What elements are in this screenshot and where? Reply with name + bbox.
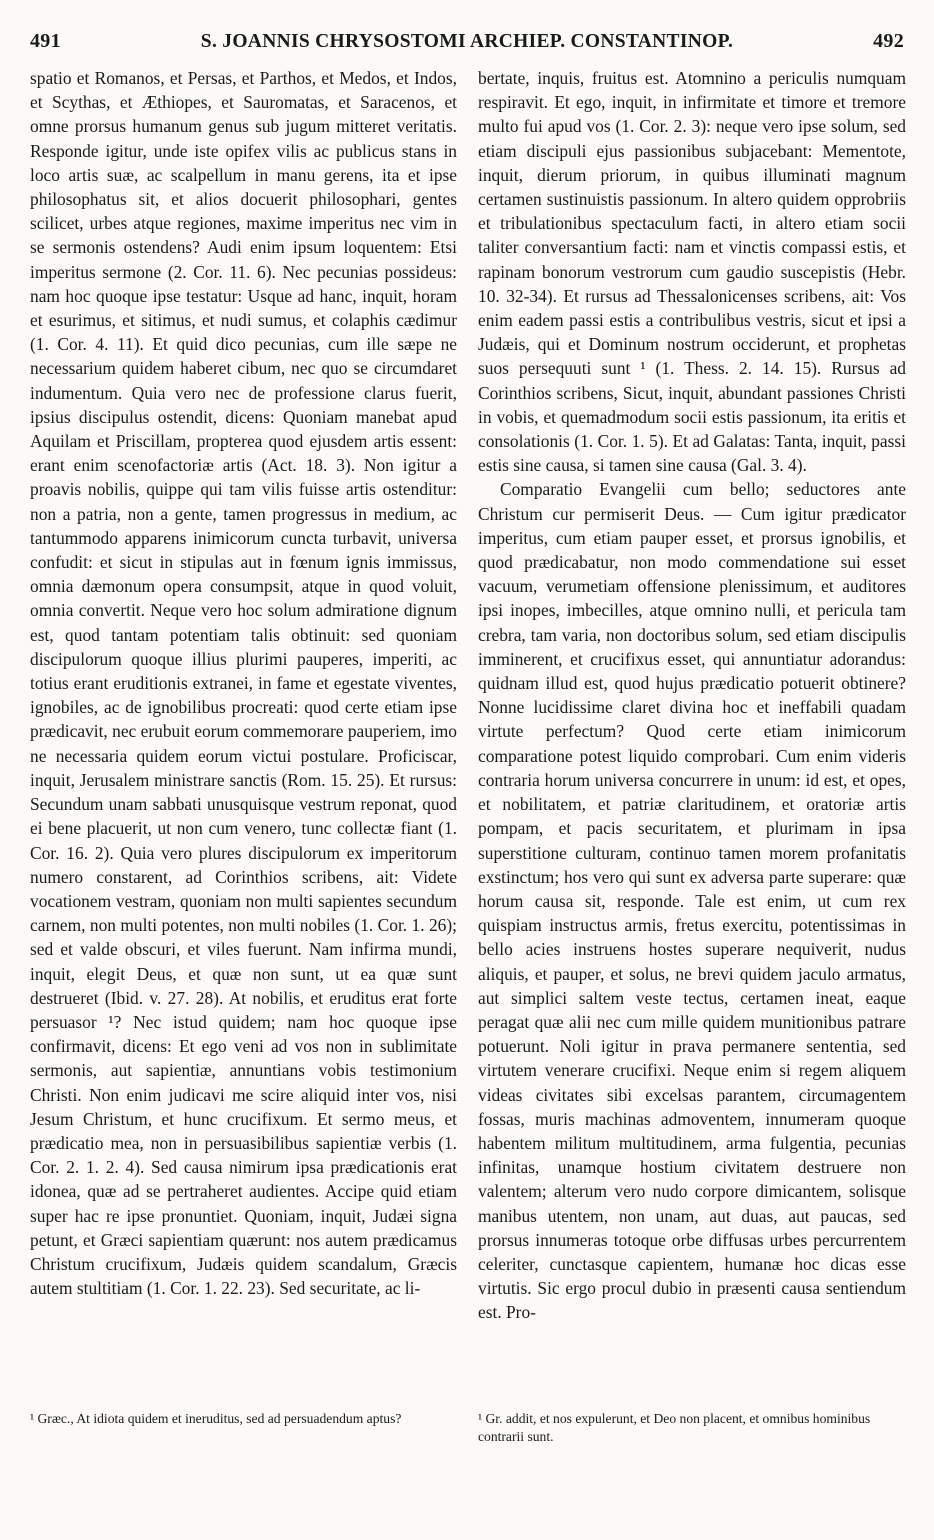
right-column-text-1: bertate, inquis, fruitus est. Atomnino a periculis numquam respiravit. Et ego, inquit, in infirmitate et timore et tremore multo fui apud vos (1. Cor. 2. 3): neque vero ipse solum, sed etiam discipuli ejus passionibus subjacebant: Mementote, inquit, dierum priorum, in quibus illuminati magnum certamen sustinuistis passionum. In altero quidem opprobriis et tribulationibus spectaculum facti, in altero etiam socii taliter conversantium facti: nam et vinctis compassi estis, et rapinam bonorum vestrorum cum gaudio suscepistis (Hebr. 10. 32-34). Et rursus ad Thessalonicenses scribens, ait: Vos enim eadem passi estis a contribulibus vestris, sicut et ipsi a Judæis, qui et Dominum nostrum occiderunt, et prophetas suos persequuti sunt ¹ (1. Thess. 2. 14. 15). Rursus ad Corinthios scribens, Sicut, inquit, abundant passiones Christi in vobis, et quemadmodum socii estis passionum, ita eritis et consolationis (1. Cor. 1. 5). Et ad Galatas: Tanta, inquit, passi estis sine causa, si tamen sine causa (Gal. 3. 4). bbox=[478, 68, 906, 476]
footnote-right: ¹ Gr. addit, et nos expulerunt, et Deo non placent, et omnibus hominibus contrarii sunt. bbox=[478, 1411, 871, 1444]
left-column bbox=[30, 66, 457, 1300]
right-column-text-2: Comparatio Evangelii cum bello; seductores ante Christum cur permiserit Deus. — Cum igitur prædicator imperitus, cum etiam pauper esset, et prorsus ignobilis, et quod prædicabatur, non modo commendatione sui esset vacuum, verumetiam offensione plenissimum, et auditores ipsi inopes, imbecilles, atque omnino nulli, et pericula tam crebra, tam varia, non doctoribus solum, sed etiam discipulis imminerent, et crucifixus esset, qui annuntiatur adorandus: quidnam illud est, quod hujus prædicatio potuerit obtinere? Nonne lucidissime claret divina hoc et ineffabili quadam virtute perfectum? Quod certe etiam inimicorum comparatione potest liquido comprobari. Cum enim videris contraria horum universa concurrere in unum: id est, et opes, et nobilitatem, et patriæ claritudinem, et oratoriæ artis pompam, et pacis securitatem, et plurimam in ipsa superstitione culturam, continuo tamen morem profanitatis exstinctum; hos vero qui sunt ex adversa parte superare: quæ horum causa sit, responde. Tale est enim, ut cum rex quispiam instructus armis, fretus exercitu, potentissimas in bello acies instruens hostes superare nequiverit, nudus aliquis, et pauper, et solus, ne brevi quidem jaculo armatus, aut simplici saltem veste tectus, certamen ineat, eaque peragat quæ alii nec cum mille quidem munitionibus patrare potuerunt. Noli igitur in prava permanere sententia, sed virtutem venerare crucifixi. Neque enim si regem aliquem videas civitates sibi excelsas parantem, circumagentem fossas, muris machinas admoventem, innumeram quoque habentem militum multitudinem, arma fulgentia, pecunias infinitas, unamque hostium civitatem destruere non valentem; alterum vero nudo corpore dimicantem, solisque manibus utentem, non unam, aut duas, aut paucas, sed prorsus innumeras totoque orbe diffusas urbes percurrentem celeriter, cunctasque capientem, humanæ hoc dicas esse virtutis. Sic ergo procul dubio in præsenti causa sentiendum est. Pro- bbox=[478, 479, 906, 1323]
running-title: S. JOANNIS CHRYSOSTOMI ARCHIEP. CONSTANTINOP. bbox=[200, 31, 734, 52]
footnote-left: ¹ Græc., At idiota quidem et ineruditus, sed ad persuadendum aptus? bbox=[30, 1411, 402, 1426]
running-header bbox=[30, 30, 904, 60]
left-column-text: spatio et Romanos, et Persas, et Parthos, et Medos, et Indos, et Scythas, et Æthiopes, et Sauromatas, et Saracenos, et omne prorsus humanum genus sub jugum mitteret veritatis. Responde igitur, unde iste opifex vilis ac publicus stans in loco artis suæ, ac scalpellum in manu gerens, ita et ipse philosophatus sit, et alios docuerit philosophari, gentes scilicet, urbes atque regiones, maxime imperitus nec vim in se sermonis ostendens? Audi enim ipsum loquentem: Etsi imperitus sermone (2. Cor. 11. 6). Nec pecunias possideus: nam hoc quoque ipse testatur: Usque ad hanc, inquit, horam et esurimus, et sitimus, et nudi sumus, et colaphis cædimur (1. Cor. 4. 11). Et quid dico pecunias, cum ille sæpe ne necessarium quidem haberet cibum, nec quo se circumdaret indumentum. Quia vero nec de professione clarus fuerit, ipsius discipulus ostendit, dicens: Quoniam manebat apud Aquilam et Priscillam, propterea quod ejusdem artis essent: erant enim scenofactoriæ artis (Act. 18. 3). Non igitur a proavis nobilis, quippe qui tam vilis fuisse artis ostenditur: non a patria, non a gente, tamen progressus in medium, ac tantummodo apparens inimicorum cuncta turbavit, universa confudit: et sicut in stipulas aut in fœnum ignis immissus, omnia dæmonum opera consumpsit, atque in quod voluit, omnia convertit. Neque vero hoc solum admiratione dignum est, quod tantam potentiam talis obtinuit: sed quoniam discipulorum quoque illius plurimi pauperes, imperiti, ac totius erant eruditionis extranei, in fame et egestate viventes, ignobiles, ac de ignobilibus procreati: quod certe etiam ipse prædicavit, nec erubuit eorum commemorare pauperiem, imo ne necessaria quidem eorum victui postulare. Proficiscar, inquit, Jerusalem ministrare sanctis (Rom. 15. 25). Et rursus: Secundum unam sabbati unusquisque vestrum reponat, quod ei bene placuerit, ut non cum venero, tunc collectæ fiant (1. Cor. 16. 2). Quia vero plures discipulorum ex imperitorum numero constarent, ad Corinthios scribens, ait: Videte vocationem vestram, quoniam non multi sapientes secundum carnem, non multi potentes, non multi nobiles (1. Cor. 1. 26); sed et valde obscuri, et viles fuerunt. Nam infirma mundi, inquit, elegit Deus, et quæ non sunt, ut ea quæ sunt destrueret (Ibid. v. 27. 28). At nobilis, et eruditus erat forte persuasor ¹? Nec istud quidem; nam hoc quoque ipse confirmavit, dicens: Et ego veni ad vos non in sublimitate sermonis, aut sapientiæ, annuntians vobis testimonium Christi. Non enim judicavi me scire aliquid inter vos, nisi Jesum Christum, et hunc crucifixum. Et sermo meus, et prædicatio mea, non in persuasibilibus sapientiæ verbis (1. Cor. 2. 1. 2. 4). Sed causa nimirum ipsa prædicationis erat idonea, quæ ad se pertraheret audientes. Accipe quid etiam super hac re ipse pronuntiet. Quoniam, inquit, Judæi signa petunt, et Græci sapientiam quærunt: nos autem prædicamus Christum crucifixum, Judæis quidem scandalum, Græcis autem stultitiam (1. Cor. 1. 22. 23). Sed securitate, ac li- bbox=[30, 68, 457, 1299]
right-column bbox=[478, 66, 906, 1325]
left-page-number: 491 bbox=[30, 30, 61, 52]
right-page-number: 492 bbox=[873, 30, 904, 52]
